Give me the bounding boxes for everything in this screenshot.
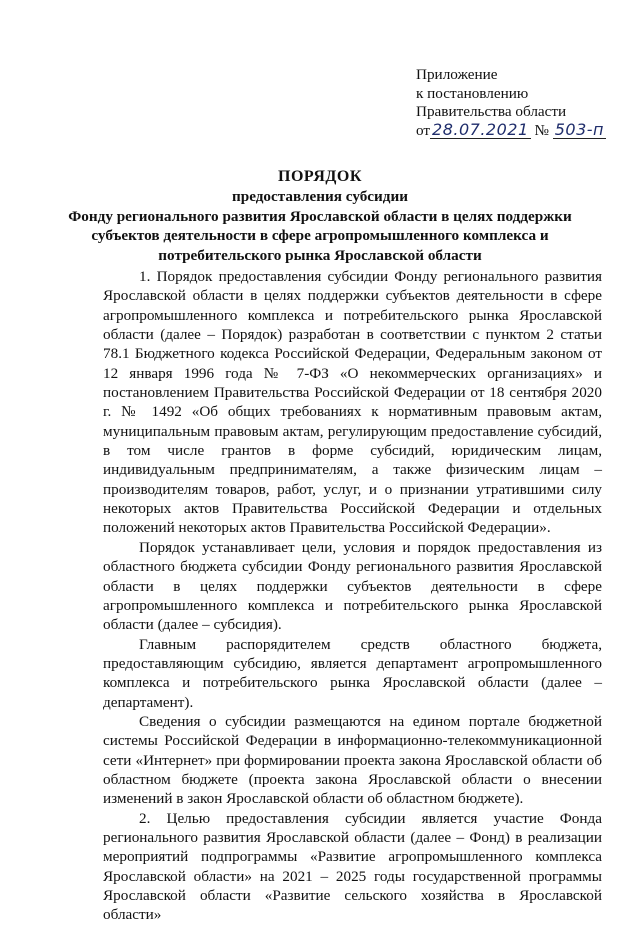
appendix-line-1: Приложение: [416, 66, 498, 83]
title-line-1: предоставления субсидии: [232, 188, 408, 205]
paragraph-1: 1. Порядок предоставления субсидии Фонду регионального развития Ярославской области в целях поддержки субъектов деятельности в сфере агропромышленного комплекса и потребительского рынка Ярославской области (далее – Порядок) разработан в соответствии с пунктом 2 статьи 78.1 Бюджетного кодекса Российской Федерации, Федеральным законом от 12 января 1996 года № 7-ФЗ «О некоммерческих организациях» и постановлением Правительства Российской Федерации от 18 сентября 2020 г. № 1492 «Об общих требованиях к нормативным правовым актам, муниципальным правовым актам, регулирующим предоставление субсидий, в том числе грантов в форме субсидий, юридическим лицам, индивидуальным предпринимателям, а также физическим лицам – производителям товаров, работ, услуг, и о признании утратившими силу некоторых актов Правительства Российской Федерации и отдельных положений некоторых актов Правительства Российской Федерации».: [103, 268, 602, 537]
paragraph-3: Главным распорядителем средств областного бюджета, предоставляющим субсидию, является департамент агропромышленного комплекса и потребительского рынка Ярославской области (далее – департамент).: [103, 635, 602, 711]
appendix-date-number-line: [416, 119, 616, 141]
paragraph-5: 2. Целью предоставления субсидии является участие Фонда регионального развития Ярославской области (далее – Фонд) в реализации мероприятий подпрограммы «Развитие агропромышленного комплекса Ярославской области» на 2021 – 2025 годы государственной программы Ярославской области «Развитие сельского хозяйства в Ярославской области»: [103, 809, 602, 924]
handwritten-number: 503-п: [554, 119, 605, 139]
document-title: [0, 167, 640, 265]
appendix-block: [416, 66, 616, 140]
number-prefix: №: [534, 121, 549, 139]
handwritten-date: 28.07.2021: [432, 119, 529, 139]
from-prefix: от: [416, 121, 431, 139]
title-line-2: Фонду регионального развития Ярославской области в целях поддержки: [68, 207, 572, 225]
appendix-line-2: к постановлению: [416, 84, 529, 102]
title-heading: ПОРЯДОК: [278, 168, 362, 185]
paragraph-2: Порядок устанавливает цели, условия и порядок предоставления из областного бюджета субсидии Фонду регионального развития Ярославской области в целях поддержки субъектов деятельности в сфере агропромышленного комплекса и потребительского рынка Ярославской области (далее – субсидия).: [103, 538, 602, 634]
paragraph-4: Сведения о субсидии размещаются на едином портале бюджетной системы Российской Федерации в информационно-телекоммуникационной сети «Интернет» при формировании проекта закона Ярославской области об областном бюджете (проекта закона Ярославской области о внесении изменений в закон Ярославской области об областном бюджете).: [103, 712, 602, 808]
title-line-3: субъектов деятельности в сфере агропромышленного комплекса и: [91, 227, 549, 245]
document-body: [103, 267, 602, 925]
appendix-line-3: Правительства области: [416, 103, 567, 121]
title-line-4: потребительского рынка Ярославской области: [158, 246, 482, 264]
